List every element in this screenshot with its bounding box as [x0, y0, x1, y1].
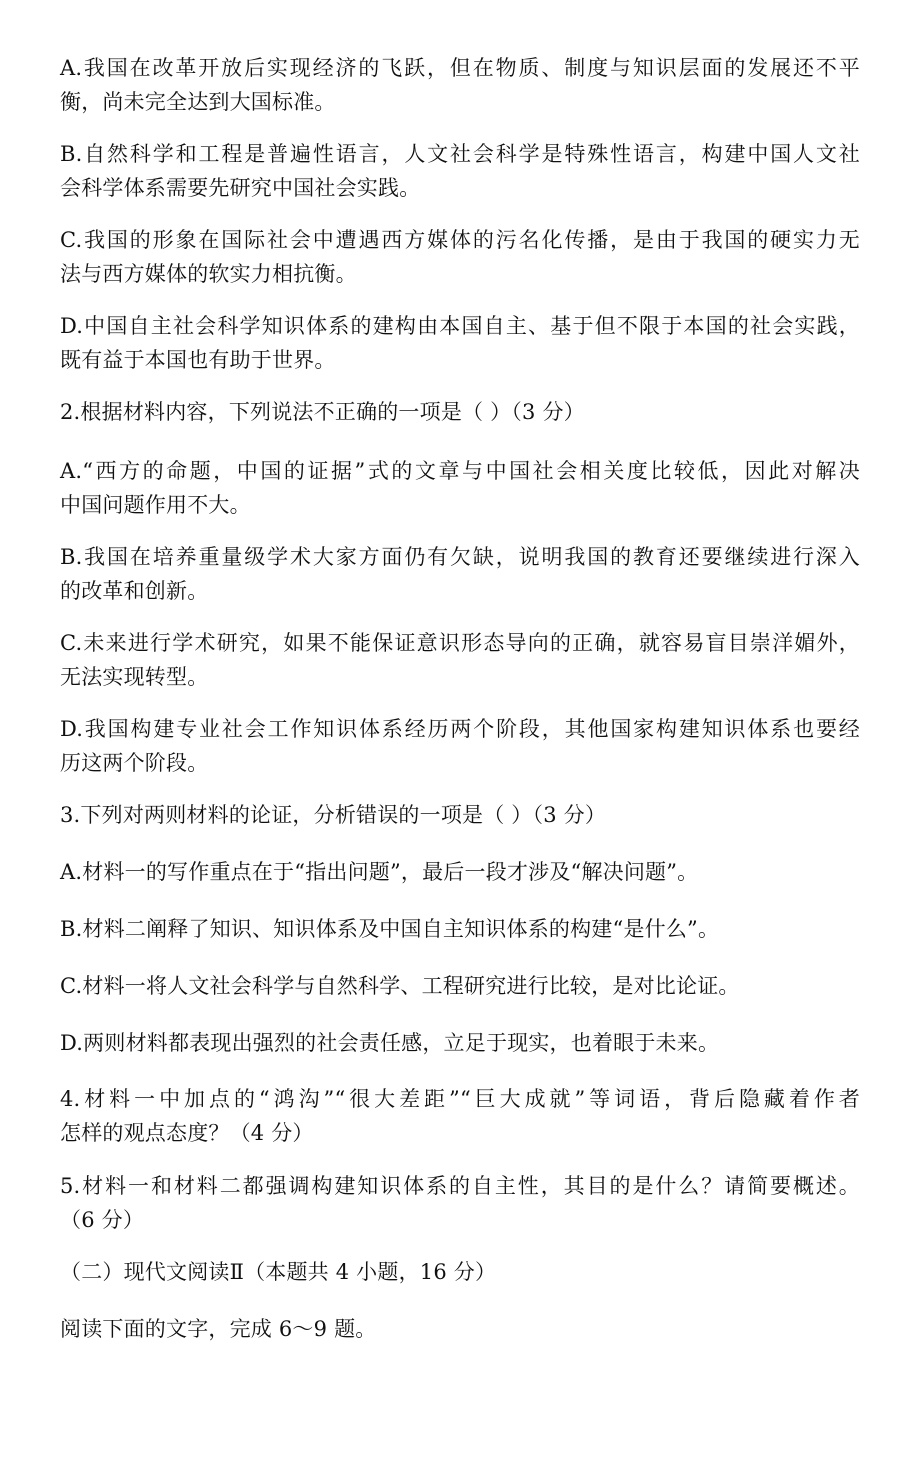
text-line: D.我国构建专业社会工作知识体系经历两个阶段，其他国家构建知识体系也要经: [60, 717, 860, 741]
text-line: 历这两个阶段。: [60, 751, 209, 775]
text-line: 无法实现转型。: [60, 665, 209, 689]
text-line: 4.材料一中加点的“鸿沟”“很大差距”“巨大成就”等词语，背后隐藏着作者: [60, 1087, 860, 1111]
q2-option-b: [60, 540, 860, 608]
text-line: （6 分）: [60, 1208, 145, 1232]
text-line: A.“西方的命题，中国的证据”式的文章与中国社会相关度比较低，因此对解决: [60, 459, 860, 483]
q3-stem: [60, 798, 860, 832]
q1-option-d: [60, 309, 860, 377]
text-line: C.材料一将人文社会科学与自然科学、工程研究进行比较，是对比论证。: [60, 974, 740, 998]
text-line: D.中国自主社会科学知识体系的建构由本国自主、基于但不限于本国的社会实践，: [60, 314, 860, 338]
text-line: 中国问题作用不大。: [60, 493, 251, 517]
text-line: 5.材料一和材料二都强调构建知识体系的自主性，其目的是什么？请简要概述。: [60, 1174, 860, 1198]
text-line: 会科学体系需要先研究中国社会实践。: [60, 176, 421, 200]
q2-stem: [60, 395, 860, 429]
text-line: 既有益于本国也有助于世界。: [60, 348, 336, 372]
text-line: A.材料一的写作重点在于“指出问题”，最后一段才涉及“解决问题”。: [60, 860, 699, 884]
q3-option-b: [60, 912, 860, 946]
section-heading: [60, 1255, 860, 1289]
text-line: 法与西方媒体的软实力相抗衡。: [60, 262, 357, 286]
text-line: C.未来进行学术研究，如果不能保证意识形态导向的正确，就容易盲目崇洋媚外，: [60, 631, 860, 655]
q4-stem: [60, 1082, 860, 1150]
text-line: 衡，尚未完全达到大国标准。: [60, 90, 336, 114]
text-line: 3.下列对两则材料的论证，分析错误的一项是（ ）（3 分）: [60, 803, 607, 827]
text-line: B.材料二阐释了知识、知识体系及中国自主知识体系的构建“是什么”。: [60, 917, 720, 941]
q2-option-a: [60, 454, 860, 522]
q1-option-b: [60, 137, 860, 205]
q3-option-c: [60, 969, 860, 1003]
text-line: B.我国在培养重量级学术大家方面仍有欠缺，说明我国的教育还要继续进行深入: [60, 545, 860, 569]
q1-option-c: [60, 223, 860, 291]
text-line: B.自然科学和工程是普遍性语言，人文社会科学是特殊性语言，构建中国人文社: [60, 142, 860, 166]
text-line: A.我国在改革开放后实现经济的飞跃，但在物质、制度与知识层面的发展还不平: [60, 56, 860, 80]
q5-stem: [60, 1169, 860, 1237]
q1-option-a: [60, 51, 860, 119]
text-line: D.两则材料都表现出强烈的社会责任感，立足于现实，也着眼于未来。: [60, 1031, 720, 1055]
q3-option-a: [60, 855, 860, 889]
text-line: 的改革和创新。: [60, 579, 209, 603]
q3-option-d: [60, 1026, 860, 1060]
text-line: 怎样的观点态度？（4 分）: [60, 1121, 314, 1145]
text-line: 阅读下面的文字，完成 6～9 题。: [60, 1317, 377, 1341]
text-line: （二）现代文阅读Ⅱ（本题共 4 小题，16 分）: [60, 1260, 497, 1284]
q2-option-c: [60, 626, 860, 694]
text-line: 2.根据材料内容，下列说法不正确的一项是（ ）（3 分）: [60, 400, 585, 424]
q2-option-d: [60, 712, 860, 780]
reading-instruction: [60, 1312, 860, 1346]
text-line: C.我国的形象在国际社会中遭遇西方媒体的污名化传播，是由于我国的硬实力无: [60, 228, 860, 252]
